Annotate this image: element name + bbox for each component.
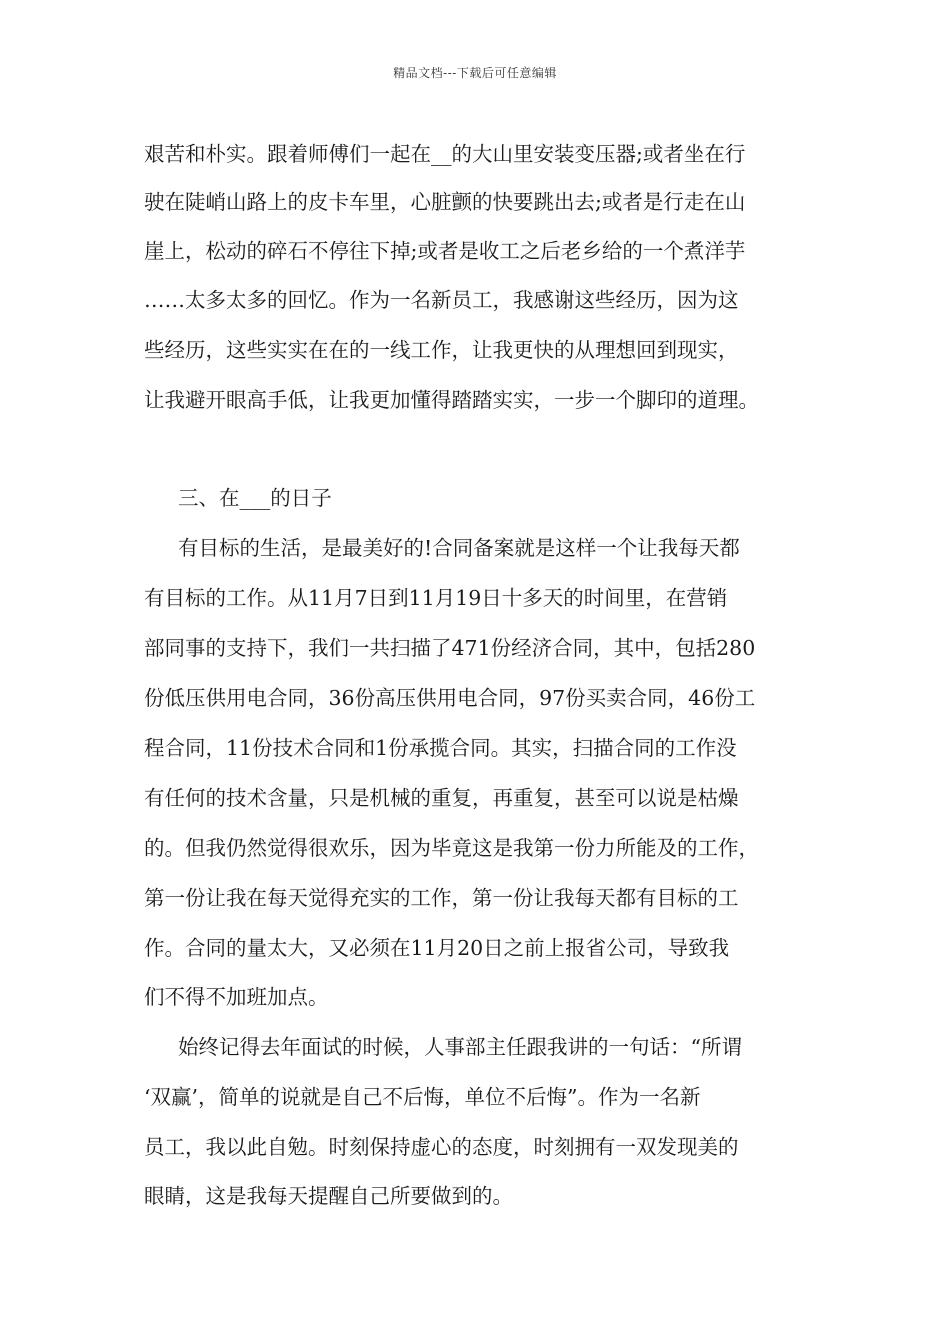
text-line: 让我避开眼高手低，让我更加懂得踏踏实实，一步一个脚印的道理。 [144, 388, 759, 412]
section-heading: 三、在___的日子 [178, 486, 332, 510]
text-line: 们不得不加班加点。 [144, 985, 329, 1009]
text-line: 的。但我仍然觉得很欢乐，因为毕竟这是我第一份力所能及的工作， [144, 836, 759, 860]
text-line: 驶在陡峭山路上的皮卡车里，心脏颤的快要跳出去;或者是行走在山 [144, 190, 746, 214]
text-line: 作。合同的量太大，又必须在11月20日之前上报省公司，导致我 [144, 936, 730, 960]
text-line: 有目标的工作。从11月7日到11月19日十多天的时间里，在营销 [144, 586, 728, 610]
text-line: 艰苦和朴实。跟着师傅们一起在__的大山里安装变压器;或者坐在行 [144, 142, 746, 166]
text-line: 程合同，11份技术合同和1份承揽合同。其实，扫描合同的工作没 [144, 736, 737, 760]
text-line: 始终记得去年面试的时候，人事部主任跟我讲的一句话：“所谓 [178, 1035, 742, 1059]
page-header: 精品文档---下载后可任意编辑 [393, 66, 557, 80]
text-line: 眼睛，这是我每天提醒自己所要做到的。 [144, 1184, 513, 1208]
text-line: 份低压供用电合同，36份高压供用电合同，97份买卖合同，46份工 [144, 686, 756, 710]
text-line: 有目标的生活，是最美好的!合同备案就是这样一个让我每天都 [178, 536, 740, 560]
text-line: 员工，我以此自勉。时刻保持虚心的态度，时刻拥有一双发现美的 [144, 1135, 739, 1159]
text-line: 有任何的技术含量，只是机械的重复，再重复，甚至可以说是枯燥 [144, 786, 739, 810]
text-line: ……太多太多的回忆。作为一名新员工，我感谢这些经历，因为这 [144, 288, 739, 312]
text-line: 些经历，这些实实在在的一线工作，让我更快的从理想回到现实， [144, 338, 739, 362]
text-line: 崖上，松动的碎石不停往下掉;或者是收工之后老乡给的一个煮洋芋 [144, 239, 746, 263]
text-line: ‘双赢’，简单的说就是自己不后悔，单位不后悔”。作为一名新 [144, 1085, 701, 1109]
text-line: 第一份让我在每天觉得充实的工作，第一份让我每天都有目标的工 [144, 886, 739, 910]
text-line: 部同事的支持下，我们一共扫描了471份经济合同，其中，包括280 [144, 636, 756, 660]
